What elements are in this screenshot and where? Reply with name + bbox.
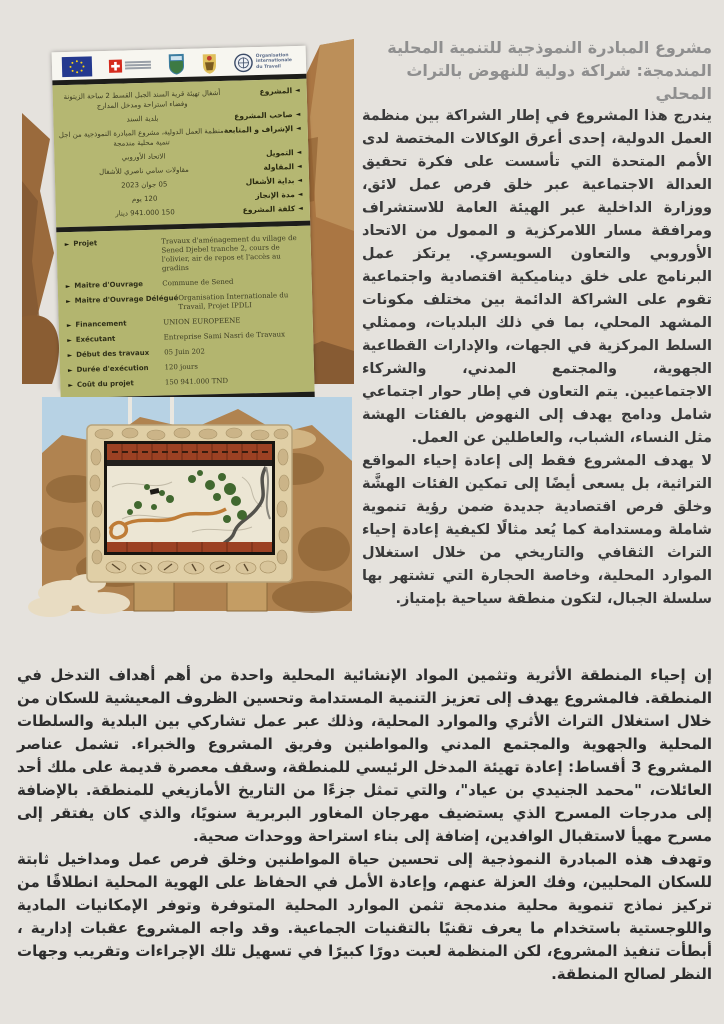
sign-row-value: Commune de Sened bbox=[162, 277, 234, 288]
article-paragraph: إن إحياء المنطقة الأثرية وتثمين المواد الإنشائية المحلية واحدة من أهم أهداف التدخل في المنطقة. فالمشروع يهدف إلى تعزيز التنمية المستدامة وتحسين الظروف المعيشية للسكان من خلال استغلال التراث الأثري والموارد المحلية، وذلك عبر عمل تشاركي بين البلدية والسلطات المحلية والجهوية والمجتمع المدني والمواطنين وفريق المشروع والخبراء. تشمل عناصر المشروع 3 أقساط: إعادة تهيئة المدخل الرئيسي للمنطقة، وسقف معصرة قديمة على ملك أحد العائلات، "محمد الجنيدي بن عياد"، والتي تمثل جزءًا من التاريخ الأمازيغي للمنطقة. بالإضافة إلى مدرجات المسرح الذي يستضيف مهرجان المغاور البربرية سنويًا، والذي كان يفتقر إلى مسرح مهيأ لاستقبال الوافدين، إضافة إلى بناء استراحة ووحدات صحية. bbox=[17, 666, 713, 845]
mosaic-map-photo bbox=[42, 397, 352, 611]
triangle-bullet-icon: ► bbox=[66, 321, 72, 330]
triangle-bullet-icon: ◄ bbox=[296, 148, 302, 157]
triangle-bullet-icon: ► bbox=[65, 282, 71, 291]
sign-row-label: Financement bbox=[75, 319, 127, 329]
tile-map bbox=[104, 441, 275, 555]
sign-row-value: Organisation Internationale du Travail, Projet IPDLI bbox=[178, 291, 289, 312]
triangle-bullet-icon: ► bbox=[67, 336, 72, 345]
sign-row-value: 150 941.000 TND bbox=[164, 376, 229, 387]
article-right-column bbox=[362, 36, 712, 611]
triangle-bullet-icon: ◄ bbox=[295, 124, 301, 133]
sign-row-value: 120 يوم bbox=[131, 194, 158, 204]
triangle-bullet-icon: ► bbox=[67, 366, 73, 375]
triangle-bullet-icon: ◄ bbox=[296, 162, 302, 170]
sign-row-value: منظمة العمل الدولية، مشروع المبادرة النموذجية من اجل تنمية محلية مندمجة bbox=[58, 126, 224, 148]
sign-row bbox=[68, 375, 306, 390]
mosaic-map-scene bbox=[42, 397, 352, 611]
article-body bbox=[362, 105, 712, 611]
ilo-globe-icon bbox=[234, 53, 253, 72]
sign-french-section bbox=[56, 226, 314, 399]
sign-row-label: مدة الإنجاز bbox=[255, 190, 295, 201]
sign-photo bbox=[22, 21, 354, 390]
sign-row bbox=[67, 345, 305, 360]
sign-row bbox=[60, 162, 302, 178]
sign-row bbox=[58, 110, 300, 126]
sign-row-label: صاحب المشروع bbox=[234, 110, 293, 121]
sign-row-value: أشغال تهيئة قرية السند الجبل القسط 2 ساحة الزيتونة وفضاء استراحة ومدخل المدارج bbox=[63, 88, 221, 111]
sign-arabic-section bbox=[52, 79, 310, 228]
sign-row-value: مقاولات سامي ناصري للأشغال bbox=[98, 165, 189, 177]
triangle-bullet-icon: ► bbox=[64, 240, 70, 249]
sign-row-label: المشروع bbox=[259, 86, 293, 96]
sign-row-label: Début des travaux bbox=[76, 348, 150, 359]
article-paragraph: وتهدف هذه المبادرة النموذجية إلى تحسين حياة المواطنين وخلق فرص عمل ومداخيل ثابتة للسكان المحليين، وفك العزلة عنهم، وإعادة الأمل في الحفاظ على الهوية المحلية انطلاقًا من تركيز نماذج تنموية محلية مندمجة تثمن الموارد المحلية المتوفرة وتوفر الإمكانيات المادية واللوجستية باستخدام ما يعرف تقنيًا بالتقنيات الجماعية. وقد واجه المشروع عقبات إدارية ، أبطأت تنفيذ المشروع، لكن المنظمة لعبت دورًا كبيرًا في تسهيل تلك الإجراءات وتقريب وجهات النظر لصالح المنطقة. bbox=[17, 850, 712, 983]
stone-leg bbox=[227, 579, 267, 611]
triangle-bullet-icon: ◄ bbox=[298, 204, 303, 212]
sign-row bbox=[65, 234, 304, 276]
article-paragraph: يندرج هذا المشروع في إطار الشراكة بين منظمة العمل الدولية، إحدى أعرق الوكالات المختصة لدى الأمم المتحدة التي تأسست على فكرة تحقيق العدالة الاجتماعية عبر خلق فرص عمل لائق، ووزارة الداخلية عبر الهيئة العامة للاستشراف ومرافقة مسار اللامركزية و الممول من الاتحاد الأوروبي والتعاون السويسري. يرتكز عمل البرنامج على خلق ديناميكية اقتصادية واجتماعية تقوم على الشراكة الدائمة بين مختلف مكونات المشهد المحلي، بما في ذلك البلديات، وممثلي السلط المركزية في الجهات، والإدارات القطاعية الجهوية، والمجتمع المدني، والشركاء الاجتماعيين. يتم التعاون في إطار حوار اجتماعي شامل ودامج يهدف إلى النهوض بالفئات الهشة مثل النساء، الشباب، والعاطلين عن العمل. bbox=[362, 108, 712, 446]
sign-row-label: Maitre d'Ouvrage bbox=[74, 280, 144, 290]
page-title: مشروع المبادرة النموذجية للتنمية المحلية المندمجة: شراكة دولية للنهوض بالتراث المحلي bbox=[387, 38, 712, 103]
swiss-logo-text-lines bbox=[125, 60, 151, 71]
sign-row-value: UNION EUROPEENE bbox=[163, 316, 241, 327]
triangle-bullet-icon: ◄ bbox=[295, 110, 301, 119]
article-paragraph: لا يهدف المشروع فقط إلى إعادة إحياء المواقع التراثية، بل يسعى أيضًا إلى تمكين الفئات الهشَّة وخلق فرص اقتصادية جديدة ضمن رؤية تنموية شاملة ومستدامة كما يُعد مثالًا لكيفية إعادة إحياء التراث الثقافي والتاريخي من خلال استغلال الموارد المحلية، وخاصة الحجارة التي تشتهر بها سلسلة الجبال، لتكون منطقة سياحية بإمتياز. bbox=[362, 453, 712, 607]
sign-row-label: التمويل bbox=[265, 148, 294, 158]
swiss-cooperation-logo bbox=[109, 58, 151, 72]
sign-row-label: Exécutant bbox=[75, 334, 116, 344]
tunisia-emblem-icon bbox=[202, 53, 218, 74]
sign-row-value: 150 941.000 دينار bbox=[115, 208, 175, 218]
sign-row bbox=[67, 315, 305, 330]
sign-row-value: Travaux d'aménagement du village de Sened Djebel tranche 2, cours de l'olivier, air de repos et l'accès au gradins bbox=[161, 234, 297, 273]
triangle-bullet-icon: ◄ bbox=[297, 190, 303, 198]
sign-row-value: الاتحاد الأوروبي bbox=[121, 152, 166, 162]
municipality-shield-icon bbox=[168, 53, 186, 75]
sign-row-value: 05 Juin 202 bbox=[164, 347, 206, 357]
sign-row-value: Entreprise Sami Nasri de Travaux bbox=[163, 330, 286, 342]
sign-row-label: Coût du projet bbox=[76, 379, 134, 389]
sign-row-label: المقاولة bbox=[263, 162, 295, 172]
triangle-bullet-icon: ► bbox=[66, 297, 71, 306]
sign-row-label: Maitre d'Ouvrage Délégué bbox=[74, 294, 179, 305]
sign-row-value: 120 jours bbox=[164, 362, 199, 372]
triangle-bullet-icon: ◄ bbox=[294, 86, 300, 95]
stone-leg bbox=[134, 579, 174, 611]
sign-row bbox=[66, 291, 304, 315]
sign-row-label: Projet bbox=[73, 239, 98, 248]
project-sign-board bbox=[52, 46, 315, 391]
ilo-logo-label: Organisation internationale du Travail bbox=[255, 52, 293, 70]
swiss-flag-icon bbox=[109, 59, 122, 72]
sign-row bbox=[59, 124, 301, 150]
sign-row-value: 05 جوان 2023 bbox=[121, 180, 168, 190]
triangle-bullet-icon: ► bbox=[68, 381, 74, 390]
sign-row bbox=[58, 86, 300, 112]
sign-row bbox=[68, 360, 306, 375]
sign-row-label: Durée d'exécution bbox=[76, 363, 149, 374]
sign-row bbox=[67, 330, 305, 345]
sign-row-label: بداية الأشغال bbox=[245, 176, 295, 187]
sign-row bbox=[60, 190, 302, 206]
ilo-logo bbox=[234, 51, 296, 72]
sign-row bbox=[61, 204, 303, 220]
article-bottom-section bbox=[17, 664, 712, 986]
sign-row-label: الإشراف و المتابعة bbox=[223, 124, 294, 135]
sign-row-label: كلفة المشروع bbox=[242, 204, 296, 215]
sign-row bbox=[60, 176, 302, 192]
eu-flag-icon bbox=[62, 56, 93, 77]
sign-row bbox=[59, 148, 301, 164]
sign-row bbox=[66, 276, 304, 291]
sign-row-value: بلدية السند bbox=[126, 114, 159, 124]
triangle-bullet-icon: ◄ bbox=[297, 176, 303, 184]
triangle-bullet-icon: ► bbox=[67, 351, 73, 360]
